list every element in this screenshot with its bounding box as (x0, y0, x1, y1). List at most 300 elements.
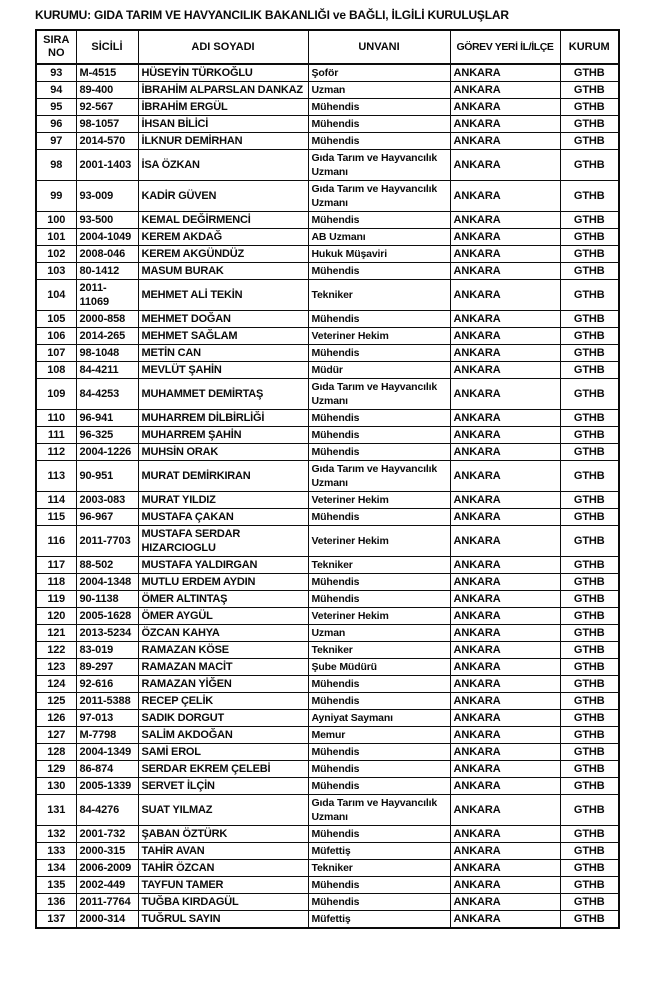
table-row (36, 526, 619, 557)
cell-adi-soyadi: TAHİR ÖZCAN (138, 860, 308, 877)
cell-gorev-yeri: ANKARA (450, 379, 560, 410)
cell-sicili: 86-874 (76, 761, 138, 778)
cell-gorev-yeri: ANKARA (450, 444, 560, 461)
cell-unvani: Mühendis (308, 509, 450, 526)
cell-sira-no: 132 (36, 826, 76, 843)
cell-gorev-yeri: ANKARA (450, 246, 560, 263)
table-row (36, 795, 619, 826)
table-row (36, 642, 619, 659)
cell-sicili: 2000-858 (76, 311, 138, 328)
table-row (36, 557, 619, 574)
cell-unvani: Gıda Tarım ve Hayvancılık Uzmanı (308, 150, 450, 181)
cell-adi-soyadi: İBRAHİM ERGÜL (138, 99, 308, 116)
table-row (36, 362, 619, 379)
cell-sicili: 89-400 (76, 82, 138, 99)
cell-adi-soyadi: KEREM AKGÜNDÜZ (138, 246, 308, 263)
cell-unvani: Gıda Tarım ve Hayvancılık Uzmanı (308, 379, 450, 410)
cell-sicili: 84-4211 (76, 362, 138, 379)
table-row (36, 608, 619, 625)
cell-adi-soyadi: MEHMET SAĞLAM (138, 328, 308, 345)
cell-gorev-yeri: ANKARA (450, 642, 560, 659)
cell-sira-no: 94 (36, 82, 76, 99)
cell-gorev-yeri: ANKARA (450, 727, 560, 744)
cell-adi-soyadi: MUHAMMET DEMİRTAŞ (138, 379, 308, 410)
cell-unvani: Veteriner Hekim (308, 526, 450, 557)
cell-unvani: Mühendis (308, 311, 450, 328)
cell-sicili: 2013-5234 (76, 625, 138, 642)
cell-kurum: GTHB (560, 710, 619, 727)
table-row (36, 911, 619, 929)
cell-adi-soyadi: SERDAR EKREM ÇELEBİ (138, 761, 308, 778)
cell-sira-no: 105 (36, 311, 76, 328)
table-row (36, 82, 619, 99)
cell-kurum: GTHB (560, 82, 619, 99)
table-row (36, 311, 619, 328)
table-row (36, 379, 619, 410)
cell-adi-soyadi: TUĞBA KIRDAGÜL (138, 894, 308, 911)
cell-sira-no: 100 (36, 212, 76, 229)
cell-gorev-yeri: ANKARA (450, 574, 560, 591)
cell-adi-soyadi: MUTLU ERDEM AYDIN (138, 574, 308, 591)
cell-gorev-yeri: ANKARA (450, 461, 560, 492)
cell-adi-soyadi: ŞABAN ÖZTÜRK (138, 826, 308, 843)
cell-sicili: 98-1048 (76, 345, 138, 362)
cell-sira-no: 123 (36, 659, 76, 676)
cell-sira-no: 119 (36, 591, 76, 608)
cell-adi-soyadi: MUSTAFA ÇAKAN (138, 509, 308, 526)
cell-gorev-yeri: ANKARA (450, 778, 560, 795)
cell-unvani: Hukuk Müşaviri (308, 246, 450, 263)
table-row (36, 345, 619, 362)
cell-adi-soyadi: RAMAZAN MACİT (138, 659, 308, 676)
cell-sira-no: 120 (36, 608, 76, 625)
cell-sira-no: 95 (36, 99, 76, 116)
cell-gorev-yeri: ANKARA (450, 557, 560, 574)
cell-sicili: 2014-570 (76, 133, 138, 150)
cell-gorev-yeri: ANKARA (450, 64, 560, 82)
cell-adi-soyadi: KEREM AKDAĞ (138, 229, 308, 246)
table-row (36, 410, 619, 427)
cell-gorev-yeri: ANKARA (450, 843, 560, 860)
cell-sira-no: 103 (36, 263, 76, 280)
cell-gorev-yeri: ANKARA (450, 82, 560, 99)
cell-gorev-yeri: ANKARA (450, 362, 560, 379)
cell-gorev-yeri: ANKARA (450, 345, 560, 362)
table-row (36, 860, 619, 877)
cell-sira-no: 98 (36, 150, 76, 181)
cell-sira-no: 116 (36, 526, 76, 557)
table-row (36, 229, 619, 246)
table-row (36, 744, 619, 761)
column-header-kurum: KURUM (560, 30, 619, 64)
cell-gorev-yeri: ANKARA (450, 492, 560, 509)
column-header-sira-no: SIRA NO (36, 30, 76, 64)
cell-unvani: Mühendis (308, 761, 450, 778)
cell-sicili: 2004-1049 (76, 229, 138, 246)
cell-sira-no: 109 (36, 379, 76, 410)
cell-sicili: 2004-1226 (76, 444, 138, 461)
cell-gorev-yeri: ANKARA (450, 526, 560, 557)
table-row (36, 116, 619, 133)
cell-sira-no: 107 (36, 345, 76, 362)
cell-kurum: GTHB (560, 795, 619, 826)
cell-gorev-yeri: ANKARA (450, 911, 560, 929)
cell-adi-soyadi: METİN CAN (138, 345, 308, 362)
cell-gorev-yeri: ANKARA (450, 761, 560, 778)
cell-sicili: 2005-1339 (76, 778, 138, 795)
cell-unvani: Mühendis (308, 693, 450, 710)
cell-gorev-yeri: ANKARA (450, 591, 560, 608)
cell-kurum: GTHB (560, 99, 619, 116)
cell-adi-soyadi: MASUM BURAK (138, 263, 308, 280)
table-row (36, 263, 619, 280)
cell-unvani: Gıda Tarım ve Hayvancılık Uzmanı (308, 795, 450, 826)
cell-gorev-yeri: ANKARA (450, 625, 560, 642)
cell-unvani: Gıda Tarım ve Hayvancılık Uzmanı (308, 461, 450, 492)
cell-kurum: GTHB (560, 246, 619, 263)
cell-kurum: GTHB (560, 311, 619, 328)
cell-gorev-yeri: ANKARA (450, 693, 560, 710)
cell-sira-no: 93 (36, 64, 76, 82)
cell-sira-no: 125 (36, 693, 76, 710)
cell-sira-no: 113 (36, 461, 76, 492)
column-header-adi-soyadi: ADI SOYADI (138, 30, 308, 64)
cell-unvani: Tekniker (308, 860, 450, 877)
cell-unvani: Ayniyat Saymanı (308, 710, 450, 727)
cell-sicili: 84-4253 (76, 379, 138, 410)
cell-adi-soyadi: SADIK DORGUT (138, 710, 308, 727)
cell-sira-no: 118 (36, 574, 76, 591)
cell-unvani: Mühendis (308, 574, 450, 591)
table-row (36, 150, 619, 181)
table-header (36, 30, 619, 64)
cell-adi-soyadi: MUSTAFA SERDAR HIZARCIOGLU (138, 526, 308, 557)
cell-sira-no: 131 (36, 795, 76, 826)
table-row (36, 710, 619, 727)
table-row (36, 328, 619, 345)
cell-sicili: 97-013 (76, 710, 138, 727)
cell-gorev-yeri: ANKARA (450, 328, 560, 345)
cell-sira-no: 99 (36, 181, 76, 212)
cell-sicili: 88-502 (76, 557, 138, 574)
cell-adi-soyadi: ÖZCAN KAHYA (138, 625, 308, 642)
cell-kurum: GTHB (560, 676, 619, 693)
cell-adi-soyadi: MURAT YILDIZ (138, 492, 308, 509)
cell-kurum: GTHB (560, 345, 619, 362)
cell-sicili: 2000-314 (76, 911, 138, 929)
table-row (36, 212, 619, 229)
cell-kurum: GTHB (560, 427, 619, 444)
cell-sicili: 80-1412 (76, 263, 138, 280)
table-row (36, 676, 619, 693)
cell-gorev-yeri: ANKARA (450, 659, 560, 676)
cell-sicili: 2011-11069 (76, 280, 138, 311)
column-header-unvani: UNVANI (308, 30, 450, 64)
cell-sicili: 2011-5388 (76, 693, 138, 710)
cell-sicili: 2014-265 (76, 328, 138, 345)
cell-sicili: 2003-083 (76, 492, 138, 509)
cell-sicili: 2002-449 (76, 877, 138, 894)
cell-kurum: GTHB (560, 608, 619, 625)
cell-gorev-yeri: ANKARA (450, 410, 560, 427)
cell-sicili: 93-009 (76, 181, 138, 212)
cell-unvani: Mühendis (308, 676, 450, 693)
cell-kurum: GTHB (560, 642, 619, 659)
cell-gorev-yeri: ANKARA (450, 877, 560, 894)
cell-sicili: 93-500 (76, 212, 138, 229)
cell-kurum: GTHB (560, 181, 619, 212)
table-row (36, 625, 619, 642)
column-header-sicili: SİCİLİ (76, 30, 138, 64)
cell-unvani: Mühendis (308, 894, 450, 911)
cell-gorev-yeri: ANKARA (450, 229, 560, 246)
cell-sicili: 2005-1628 (76, 608, 138, 625)
cell-kurum: GTHB (560, 778, 619, 795)
cell-gorev-yeri: ANKARA (450, 212, 560, 229)
cell-sicili: 92-567 (76, 99, 138, 116)
cell-kurum: GTHB (560, 911, 619, 929)
cell-adi-soyadi: RAMAZAN KÖSE (138, 642, 308, 659)
cell-gorev-yeri: ANKARA (450, 263, 560, 280)
cell-unvani: Veteriner Hekim (308, 328, 450, 345)
table-row (36, 843, 619, 860)
cell-unvani: Mühendis (308, 778, 450, 795)
cell-sicili: 2001-1403 (76, 150, 138, 181)
cell-adi-soyadi: ÖMER AYGÜL (138, 608, 308, 625)
cell-sira-no: 129 (36, 761, 76, 778)
cell-sicili: 2008-046 (76, 246, 138, 263)
cell-gorev-yeri: ANKARA (450, 280, 560, 311)
cell-sicili: 2011-7764 (76, 894, 138, 911)
cell-gorev-yeri: ANKARA (450, 608, 560, 625)
cell-gorev-yeri: ANKARA (450, 744, 560, 761)
cell-kurum: GTHB (560, 744, 619, 761)
cell-unvani: Mühendis (308, 345, 450, 362)
cell-gorev-yeri: ANKARA (450, 710, 560, 727)
cell-sicili: 90-951 (76, 461, 138, 492)
cell-sira-no: 104 (36, 280, 76, 311)
cell-unvani: Mühendis (308, 263, 450, 280)
cell-kurum: GTHB (560, 280, 619, 311)
cell-unvani: Müfettiş (308, 843, 450, 860)
cell-adi-soyadi: SALİM AKDOĞAN (138, 727, 308, 744)
cell-kurum: GTHB (560, 461, 619, 492)
cell-adi-soyadi: İLKNUR DEMİRHAN (138, 133, 308, 150)
cell-unvani: Uzman (308, 625, 450, 642)
cell-unvani: Veteriner Hekim (308, 608, 450, 625)
cell-adi-soyadi: RECEP ÇELİK (138, 693, 308, 710)
cell-sira-no: 112 (36, 444, 76, 461)
table-row (36, 509, 619, 526)
cell-adi-soyadi: İHSAN BİLİCİ (138, 116, 308, 133)
cell-unvani: Mühendis (308, 99, 450, 116)
cell-unvani: Mühendis (308, 427, 450, 444)
cell-unvani: Şube Müdürü (308, 659, 450, 676)
cell-adi-soyadi: MUHARREM DİLBİRLİĞİ (138, 410, 308, 427)
cell-sira-no: 133 (36, 843, 76, 860)
table-body (36, 64, 619, 928)
cell-sira-no: 121 (36, 625, 76, 642)
cell-kurum: GTHB (560, 362, 619, 379)
cell-kurum: GTHB (560, 659, 619, 676)
table-row (36, 877, 619, 894)
cell-kurum: GTHB (560, 150, 619, 181)
cell-kurum: GTHB (560, 761, 619, 778)
table-row (36, 99, 619, 116)
table-row (36, 826, 619, 843)
cell-unvani: Tekniker (308, 642, 450, 659)
cell-gorev-yeri: ANKARA (450, 676, 560, 693)
cell-sira-no: 128 (36, 744, 76, 761)
cell-adi-soyadi: TUĞRUL SAYIN (138, 911, 308, 929)
cell-gorev-yeri: ANKARA (450, 311, 560, 328)
cell-adi-soyadi: İSA ÖZKAN (138, 150, 308, 181)
document-title: KURUMU: GIDA TARIM VE HAVYANCILIK BAKANLIĞI ve BAĞLI, İLGİLİ KURULUŞLAR (35, 8, 509, 22)
cell-kurum: GTHB (560, 492, 619, 509)
cell-unvani: Tekniker (308, 280, 450, 311)
cell-unvani: Mühendis (308, 744, 450, 761)
table-row (36, 659, 619, 676)
cell-sicili: M-4515 (76, 64, 138, 82)
cell-adi-soyadi: SAMİ EROL (138, 744, 308, 761)
cell-kurum: GTHB (560, 116, 619, 133)
cell-adi-soyadi: KEMAL DEĞİRMENCİ (138, 212, 308, 229)
cell-kurum: GTHB (560, 574, 619, 591)
table-row (36, 444, 619, 461)
cell-sira-no: 135 (36, 877, 76, 894)
cell-unvani: Veteriner Hekim (308, 492, 450, 509)
cell-sicili: 96-967 (76, 509, 138, 526)
table-row (36, 574, 619, 591)
cell-sira-no: 127 (36, 727, 76, 744)
cell-sira-no: 110 (36, 410, 76, 427)
cell-adi-soyadi: MEHMET DOĞAN (138, 311, 308, 328)
cell-kurum: GTHB (560, 877, 619, 894)
cell-unvani: Mühendis (308, 877, 450, 894)
table-row (36, 727, 619, 744)
cell-kurum: GTHB (560, 894, 619, 911)
cell-adi-soyadi: MEVLÜT ŞAHİN (138, 362, 308, 379)
cell-sira-no: 130 (36, 778, 76, 795)
cell-unvani: Mühendis (308, 444, 450, 461)
cell-sira-no: 122 (36, 642, 76, 659)
table-row (36, 693, 619, 710)
cell-sicili: 2000-315 (76, 843, 138, 860)
cell-unvani: Uzman (308, 82, 450, 99)
table-row (36, 492, 619, 509)
table-row (36, 591, 619, 608)
cell-unvani: Mühendis (308, 212, 450, 229)
cell-adi-soyadi: İBRAHİM ALPARSLAN DANKAZ (138, 82, 308, 99)
cell-adi-soyadi: RAMAZAN YİĞEN (138, 676, 308, 693)
cell-kurum: GTHB (560, 444, 619, 461)
cell-adi-soyadi: MURAT DEMİRKIRAN (138, 461, 308, 492)
cell-adi-soyadi: MUHARREM ŞAHİN (138, 427, 308, 444)
cell-unvani: Tekniker (308, 557, 450, 574)
table-row (36, 133, 619, 150)
cell-unvani: Mühendis (308, 116, 450, 133)
cell-kurum: GTHB (560, 410, 619, 427)
cell-kurum: GTHB (560, 229, 619, 246)
cell-unvani: Mühendis (308, 591, 450, 608)
cell-sira-no: 126 (36, 710, 76, 727)
cell-sira-no: 134 (36, 860, 76, 877)
cell-kurum: GTHB (560, 212, 619, 229)
cell-unvani: Mühendis (308, 133, 450, 150)
cell-kurum: GTHB (560, 509, 619, 526)
cell-kurum: GTHB (560, 860, 619, 877)
cell-sicili: 2004-1348 (76, 574, 138, 591)
cell-sicili: 2004-1349 (76, 744, 138, 761)
cell-sicili: 83-019 (76, 642, 138, 659)
cell-sira-no: 97 (36, 133, 76, 150)
cell-gorev-yeri: ANKARA (450, 133, 560, 150)
table-row (36, 461, 619, 492)
table-row (36, 778, 619, 795)
cell-adi-soyadi: MUHSİN ORAK (138, 444, 308, 461)
cell-gorev-yeri: ANKARA (450, 795, 560, 826)
cell-sira-no: 124 (36, 676, 76, 693)
cell-gorev-yeri: ANKARA (450, 894, 560, 911)
cell-sira-no: 117 (36, 557, 76, 574)
cell-adi-soyadi: MUSTAFA YALDIRGAN (138, 557, 308, 574)
table-row (36, 181, 619, 212)
cell-unvani: Mühendis (308, 826, 450, 843)
cell-kurum: GTHB (560, 843, 619, 860)
table-row (36, 280, 619, 311)
table-row (36, 894, 619, 911)
cell-adi-soyadi: ÖMER ALTINTAŞ (138, 591, 308, 608)
cell-sicili: 2001-732 (76, 826, 138, 843)
cell-unvani: Müdür (308, 362, 450, 379)
cell-sira-no: 136 (36, 894, 76, 911)
cell-kurum: GTHB (560, 826, 619, 843)
cell-sicili: 96-941 (76, 410, 138, 427)
cell-gorev-yeri: ANKARA (450, 181, 560, 212)
cell-adi-soyadi: MEHMET ALİ TEKİN (138, 280, 308, 311)
cell-sicili: 92-616 (76, 676, 138, 693)
cell-sira-no: 114 (36, 492, 76, 509)
cell-kurum: GTHB (560, 64, 619, 82)
table-row (36, 761, 619, 778)
cell-sicili: 2006-2009 (76, 860, 138, 877)
cell-gorev-yeri: ANKARA (450, 427, 560, 444)
cell-kurum: GTHB (560, 693, 619, 710)
cell-gorev-yeri: ANKARA (450, 99, 560, 116)
cell-kurum: GTHB (560, 526, 619, 557)
cell-unvani: Memur (308, 727, 450, 744)
cell-sira-no: 108 (36, 362, 76, 379)
cell-kurum: GTHB (560, 727, 619, 744)
cell-adi-soyadi: HÜSEYİN TÜRKOĞLU (138, 64, 308, 82)
cell-sira-no: 111 (36, 427, 76, 444)
cell-sira-no: 96 (36, 116, 76, 133)
cell-sicili: 89-297 (76, 659, 138, 676)
table-row (36, 427, 619, 444)
column-header-gorev-yeri: GÖREV YERİ İL/İLÇE (450, 30, 560, 64)
cell-kurum: GTHB (560, 379, 619, 410)
cell-sira-no: 101 (36, 229, 76, 246)
cell-kurum: GTHB (560, 328, 619, 345)
cell-sicili: 98-1057 (76, 116, 138, 133)
cell-gorev-yeri: ANKARA (450, 826, 560, 843)
cell-adi-soyadi: SERVET İLÇİN (138, 778, 308, 795)
table-row (36, 64, 619, 82)
cell-gorev-yeri: ANKARA (450, 509, 560, 526)
cell-sira-no: 106 (36, 328, 76, 345)
personnel-table (35, 29, 620, 929)
cell-kurum: GTHB (560, 625, 619, 642)
